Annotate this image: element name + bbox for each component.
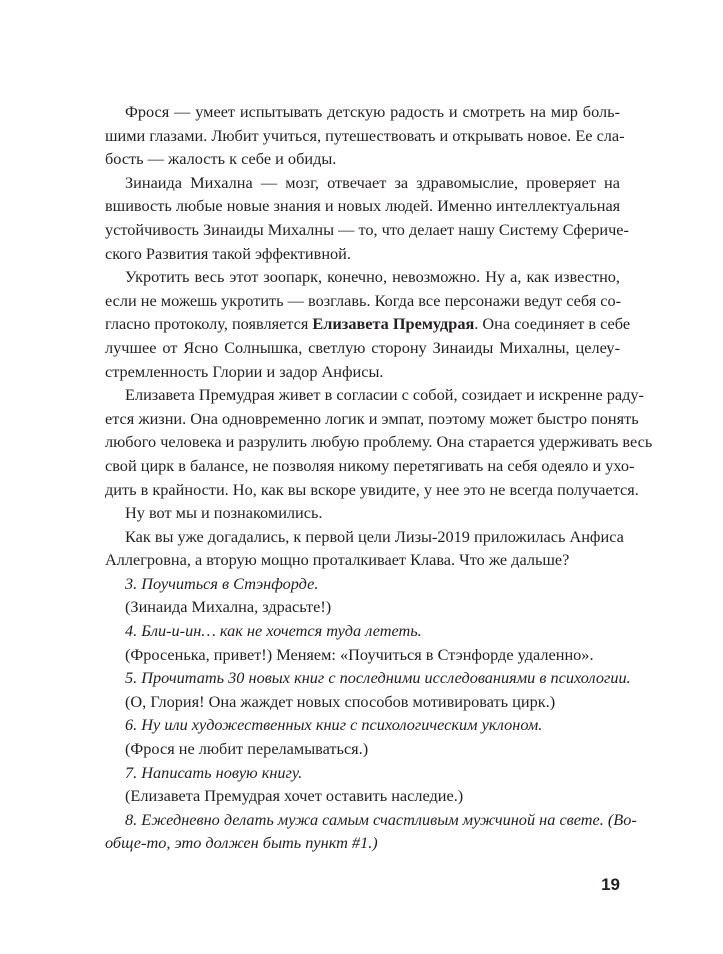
list-item: (О, Глория! Она жаждет новых способов мотивировать цирк.) xyxy=(125,691,556,711)
bold-name: Елизавета Премудрая xyxy=(312,314,475,334)
text-line: свой цирк в балансе, не позволяя никому перетягивать на себя одеяло и ухо- xyxy=(105,455,635,475)
list-item: 7. Написать новую книгу. xyxy=(125,762,303,782)
text-line: ского Развития такой эффективной. xyxy=(105,243,351,263)
list-item: 3. Поучиться в Стэнфорде. xyxy=(125,573,319,593)
comment-item xyxy=(85,737,620,761)
goal-item xyxy=(85,666,631,690)
paragraph-zinaida xyxy=(85,171,629,265)
text-line: устойчивость Зинаиды Михалны — то, что делает нашу Систему Сфериче- xyxy=(105,219,629,239)
text-line: Фрося — умеет испытывать детскую радость и смотреть на мир боль- xyxy=(125,102,620,121)
paragraph-frosya xyxy=(85,100,625,171)
list-item: 5. Прочитать 30 новых книг с последними исследованиями в психологии. xyxy=(125,668,631,688)
paragraph-elizaveta-intro xyxy=(85,265,631,383)
text-line: любого человека и разрулить любую проблему. Она старается удерживать весь xyxy=(105,432,653,452)
list-item: (Елизавета Премудрая хочет оставить наследие.) xyxy=(125,786,464,806)
paragraph-elizaveta-description xyxy=(85,383,653,501)
text-segment: . Она соединяет в себе xyxy=(474,314,631,334)
list-item: (Фросенька, привет!) Меняем: «Поучиться в Стэнфорде удаленно». xyxy=(125,644,594,664)
text-line: Как вы уже догадались, к первой цели Лизы-2019 приложилась Анфиса xyxy=(125,526,624,546)
text-segment: гласно протоколу, появляется xyxy=(105,314,313,334)
goal-item xyxy=(85,713,620,737)
goal-item xyxy=(85,761,620,785)
comment-item xyxy=(85,784,620,808)
page-body xyxy=(85,100,653,855)
goal-item-final xyxy=(85,808,637,855)
goal-item xyxy=(85,619,620,643)
text-line: обще-то, это должен быть пункт #1.) xyxy=(105,833,378,853)
text-line: Зинаида Михална — мозг, отвечает за здравомыслие, проверяет на xyxy=(125,172,620,192)
text-line: 8. Ежедневно делать мужа самым счастливым мужчиной на свете. (Во- xyxy=(125,809,637,829)
text-line: Укротить весь этот зоопарк, конечно, невозможно. Ну а, как известно, xyxy=(125,267,620,287)
comment-item xyxy=(85,643,620,667)
text-line: если не можешь укротить — возглавь. Когда все персонажи ведут себя со- xyxy=(105,290,622,310)
goal-item xyxy=(85,572,620,596)
page-number: 19 xyxy=(601,875,620,894)
text-line: Елизавета Премудрая живет в согласии с собой, созидает и искренне раду- xyxy=(125,385,644,405)
list-item: 4. Бли-и-ин… как не хочется туда лететь. xyxy=(125,621,422,641)
text-line: вшивость любые новые знания и новых людей. Именно интеллектуальная xyxy=(105,196,621,216)
text-line: лучшее от Ясно Солнышка, светлую сторону Зинаиды Михалны, целеу- xyxy=(105,337,620,357)
list-item: 6. Ну или художественных книг с психологическим уклоном. xyxy=(125,715,543,735)
comment-item xyxy=(85,595,620,619)
text-line xyxy=(85,312,631,336)
text-line: Аллегровна, а вторую мощно проталкивает Клава. Что же дальше? xyxy=(105,550,570,570)
text-line: дить в крайности. Но, как вы вскоре увидите, у нее это не всегда получается. xyxy=(105,479,639,499)
paragraph-acquainted xyxy=(85,501,620,525)
text-line: шими глазами. Любит учиться, путешествовать и открывать новое. Ее сла- xyxy=(105,125,625,145)
text-line: стремленность Глории и задор Анфисы. xyxy=(105,361,384,381)
comment-item xyxy=(85,690,620,714)
text-line: ется жизни. Она одновременно логик и эмпат, поэтому может быстро понять xyxy=(105,408,639,428)
text-line: Ну вот мы и познакомились. xyxy=(125,503,323,523)
text-line: бость — жалость к себе и обиды. xyxy=(105,149,337,169)
list-item: (Зинаида Михална, здрасьте!) xyxy=(125,597,332,617)
paragraph-goals-intro xyxy=(85,525,624,572)
list-item: (Фрося не любит переламываться.) xyxy=(125,739,369,759)
